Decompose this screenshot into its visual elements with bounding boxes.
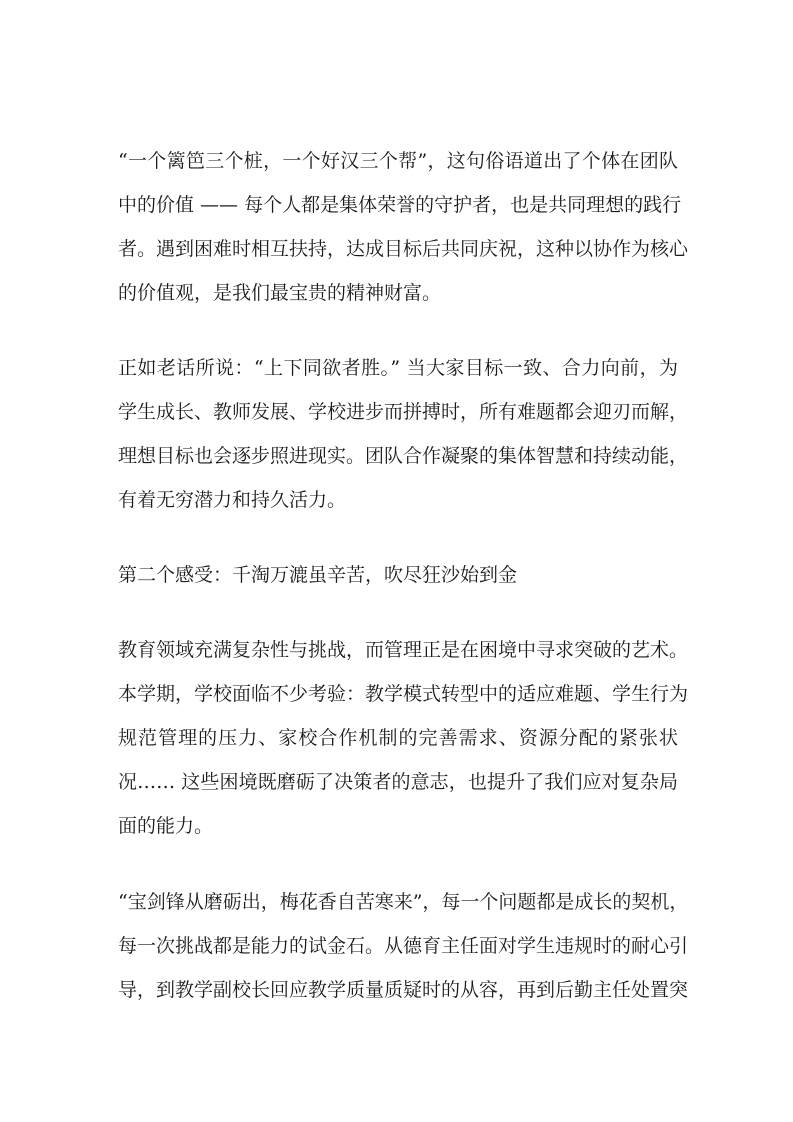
text-line: 正如老话所说：“上下同欲者胜。” 当大家目标一致、合力向前，为	[118, 357, 678, 379]
text-line: 中的价值 —— 每个人都是集体荣誉的守护者，也是共同理想的践行	[118, 194, 682, 216]
text-line: 导，到教学副校长回应教学质量质疑时的从容，再到后勤主任处置突	[118, 979, 689, 1001]
text-line: 面的能力。	[118, 815, 214, 837]
text-line: 本学期，学校面临不少考验：教学模式转型中的适应难题、学生行为	[118, 683, 689, 705]
text-line: 有着无穷潜力和持久活力。	[118, 489, 347, 511]
text-line: 学生成长、教师发展、学校进步而拼搏时，所有难题都会迎刃而解，	[118, 401, 689, 423]
paragraph-growth	[118, 880, 689, 1012]
text-line: 况…… 这些困境既磨砺了决策者的意志，也提升了我们应对复杂局	[118, 771, 678, 793]
text-line: 教育领域充满复杂性与挑战，而管理正是在困境中寻求突破的艺术。	[118, 639, 689, 661]
heading-line: 第二个感受：千淘万漉虽辛苦，吹尽狂沙始到金	[118, 564, 518, 586]
paragraph-common-goal	[118, 346, 689, 522]
text-line: 者。遇到困难时相互扶持，达成目标后共同庆祝，这种以协作为核心	[118, 238, 689, 260]
paragraph-challenges	[118, 628, 689, 848]
text-line: 规范管理的压力、家校合作机制的完善需求、资源分配的紧张状	[118, 727, 678, 749]
text-line: 的价值观，是我们最宝贵的精神财富。	[118, 282, 442, 304]
text-line: “宝剑锋从磨砺出，梅花香自苦寒来”，每一个问题都是成长的契机，	[118, 891, 689, 913]
text-line: 理想目标也会逐步照进现实。团队合作凝聚的集体智慧和持续动能，	[118, 445, 689, 467]
paragraph-teamwork	[118, 139, 689, 315]
text-line: “一个篱笆三个桩，一个好汉三个帮”，这句俗语道出了个体在团队	[118, 150, 678, 172]
text-line: 每一次挑战都是能力的试金石。从德育主任面对学生违规时的耐心引	[118, 935, 689, 957]
section-heading	[118, 553, 678, 597]
